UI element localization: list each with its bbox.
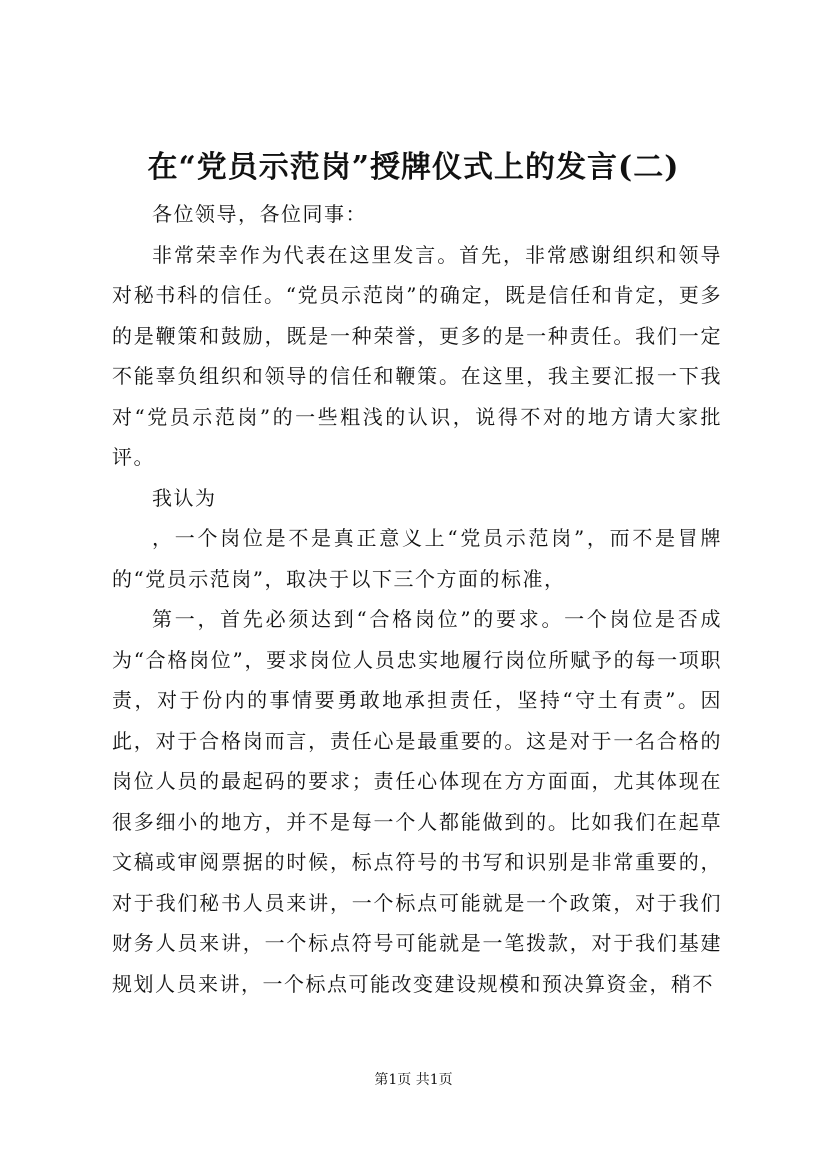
intro-paragraph: 非常荣幸作为代表在这里发言。首先，非常感谢组织和领导对秘书科的信任。“党员示范岗”的确定，既是信任和肯定，更多的是鞭策和鼓励，既是一种荣誉，更多的是一种责任。我们一定不能辜负组织和领导的信任和鞭策。在这里，我主要汇报一下我对“党员示范岗”的一些粗浅的认识，说得不对的地方请大家批评。 [112, 242, 722, 469]
page-footer: 第1页 共1页 [374, 1072, 453, 1088]
opinion-lead-paragraph: 我认为 [152, 485, 217, 510]
criteria-intro-paragraph: ，一个岗位是不是真正意义上“党员示范岗”，而不是冒牌的“党员示范岗”，取决于以下三个方面的标准， [112, 526, 722, 591]
document-title: 在“党员示范岗”授牌仪式上的发言(二) [147, 150, 680, 185]
salutation-paragraph: 各位领导，各位同事： [152, 202, 367, 226]
first-criterion-paragraph: 第一，首先必须达到“合格岗位”的要求。一个岗位是否成为“合格岗位”，要求岗位人员忠实地履行岗位所赋予的每一项职责，对于份内的事情要勇敢地承担责任，坚持“守土有责”。因此，对于合格岗而言，责任心是最重要的。这是对于一名合格的岗位人员的最起码的要求；责任心体现在方方面面，尤其体现在很多细小的地方，并不是每一个人都能做到的。比如我们在起草文稿或审阅票据的时候，标点符号的书写和识别是非常重要的，对于我们秘书人员来讲，一个标点可能就是一个政策，对于我们财务人员来讲，一个标点符号可能就是一笔拨款，对于我们基建规划人员来讲，一个标点可能改变建设规模和预决算资金，稍不 [112, 607, 722, 996]
document-body [112, 194, 722, 1004]
